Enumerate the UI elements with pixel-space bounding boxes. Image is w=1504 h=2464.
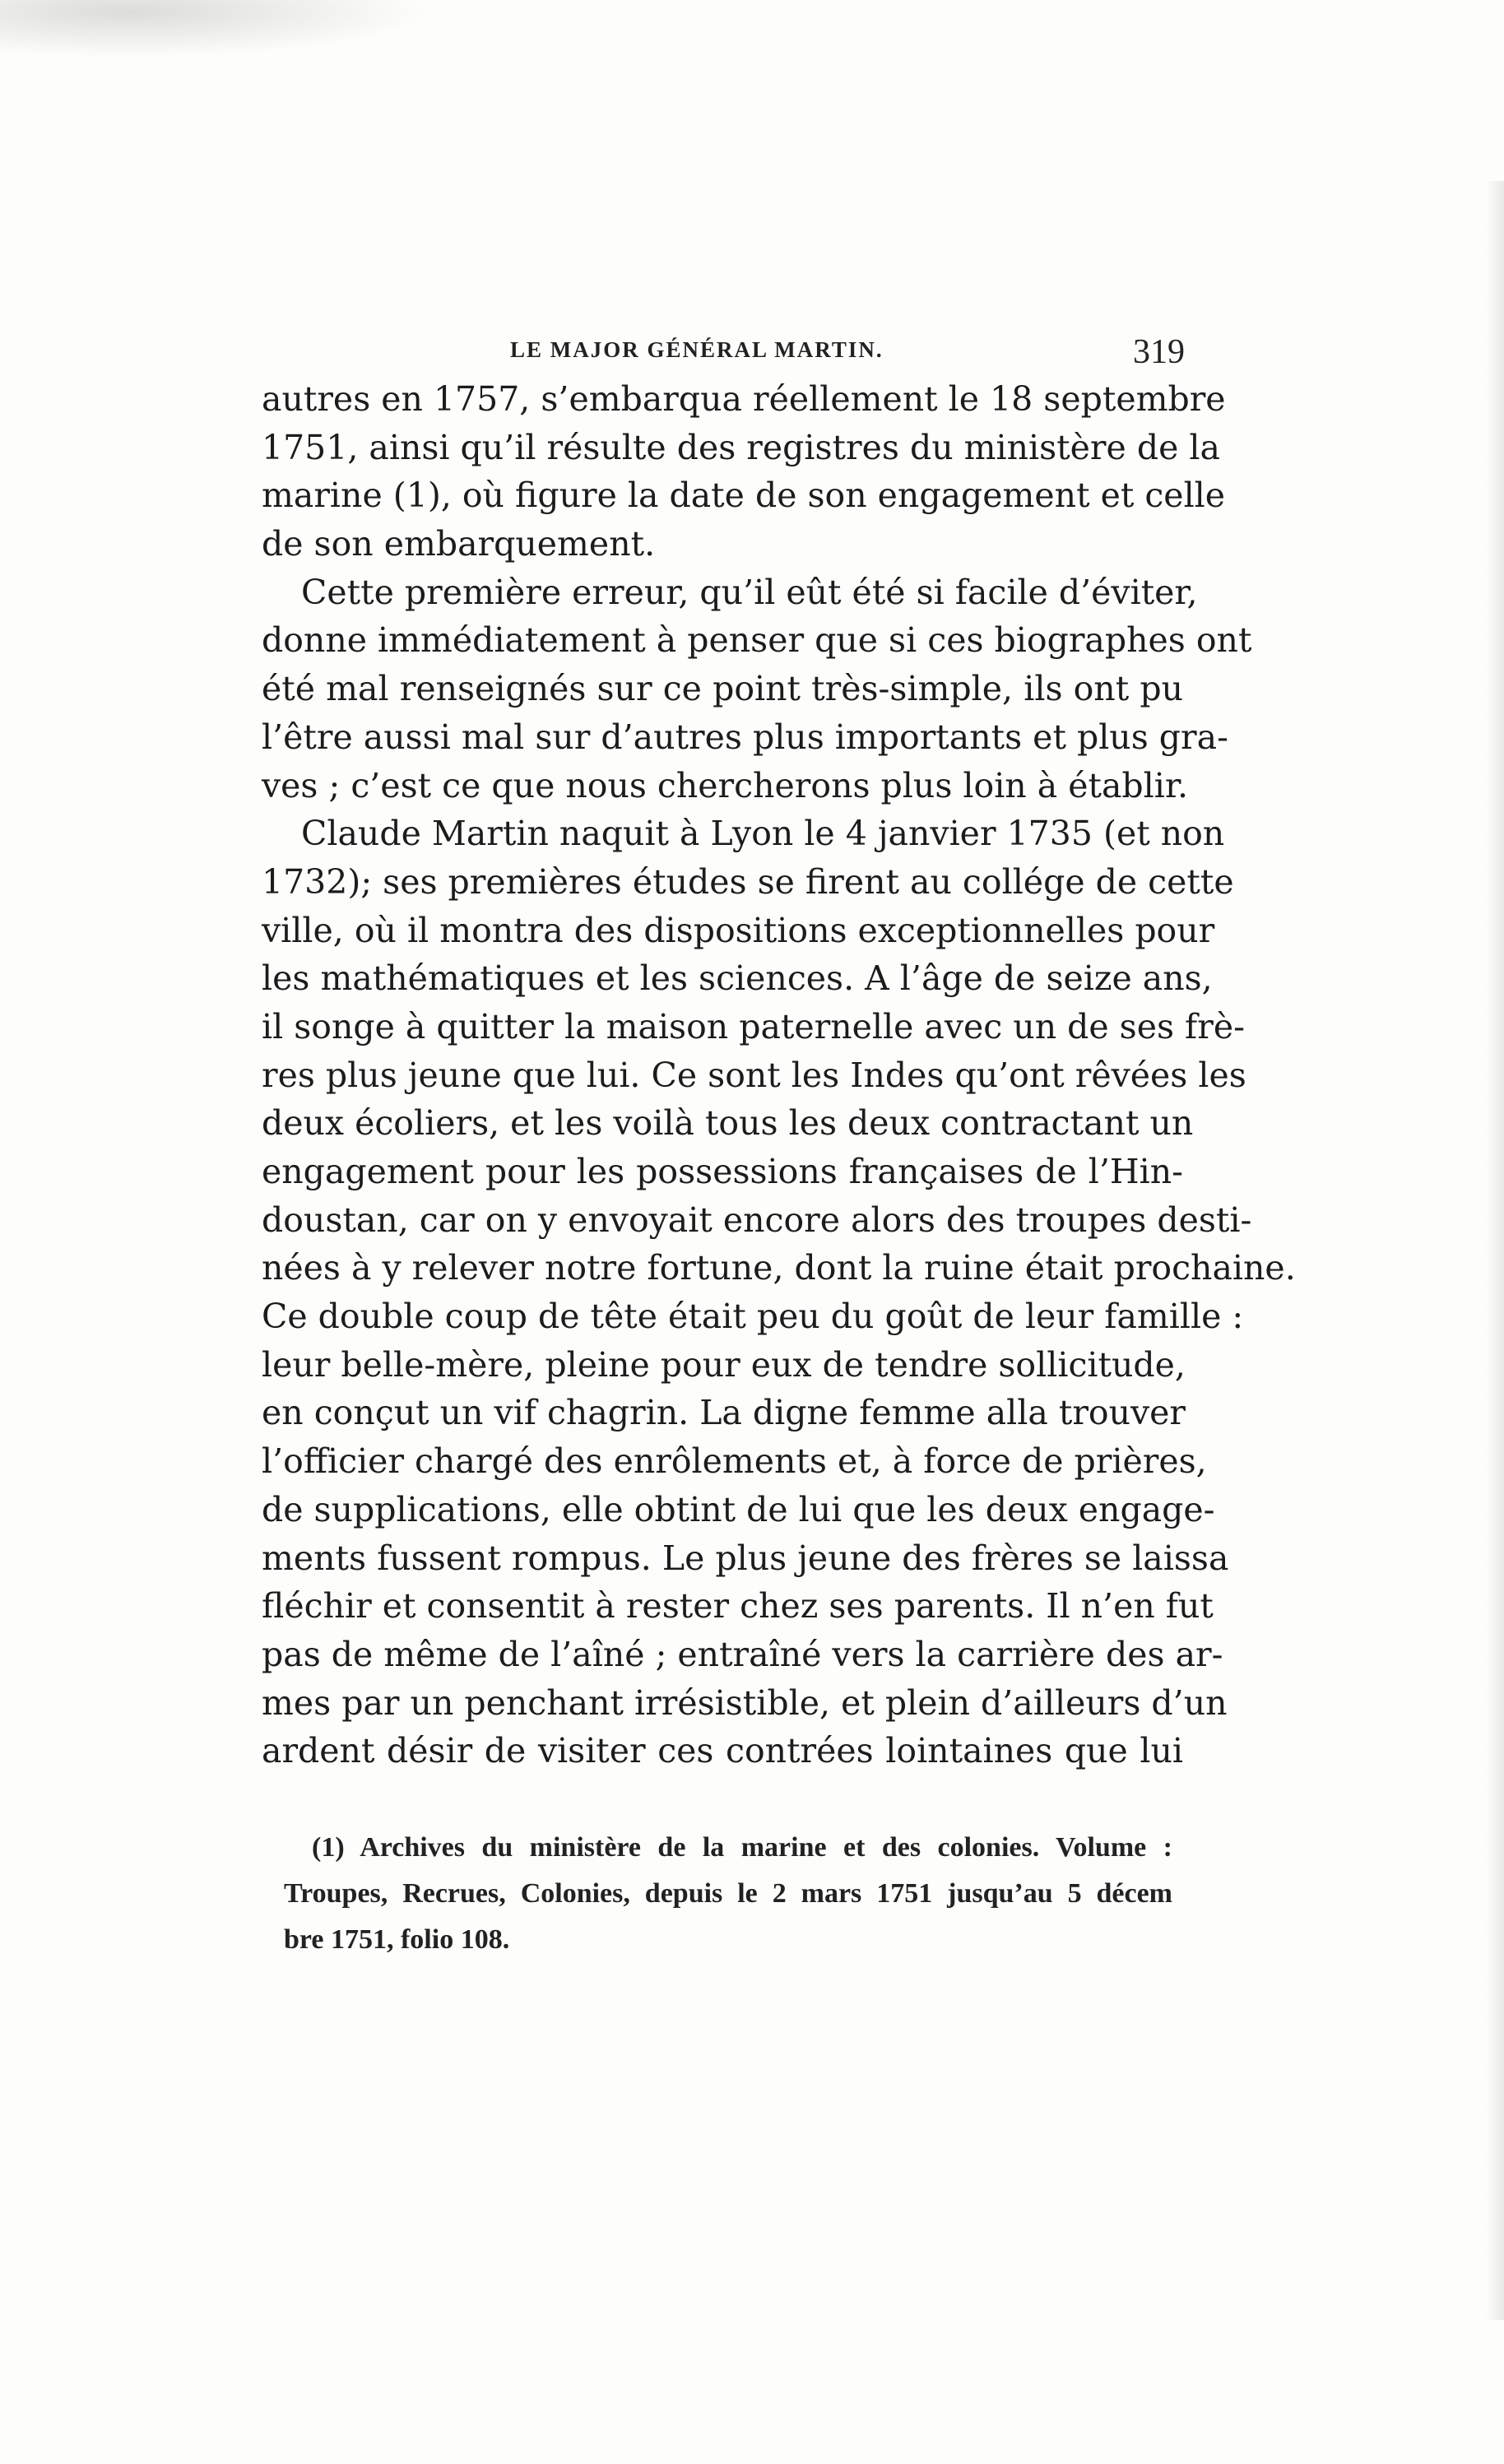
- text-line: l’officier chargé des enrôlements et, à force de prières,: [262, 1441, 1207, 1482]
- text-line: de supplications, elle obtint de lui que les deux engage-: [262, 1489, 1215, 1529]
- text-line: ments fussent rompus. Le plus jeune des frères se laissa: [262, 1538, 1229, 1578]
- text-line: ves ; c’est ce que nous chercherons plus loin à établir.: [262, 765, 1188, 805]
- running-head: LE MAJOR GÉNÉRAL MARTIN.: [510, 337, 884, 362]
- text-line: il songe à quitter la maison paternelle avec un de ses frè-: [262, 1006, 1245, 1046]
- text-line: donne immédiatement à penser que si ces biographes ont: [262, 620, 1252, 661]
- footnote-line: bre 1751, folio 108.: [284, 1924, 510, 1955]
- scan-artifact-top: [0, 0, 428, 58]
- footnote-line: Troupes, Recrues, Colonies, depuis le 2 mars 1751 jusqu’au 5 décem: [284, 1878, 1172, 1909]
- text-line: mes par un penchant irrésistible, et plein d’ailleurs d’un: [262, 1682, 1228, 1723]
- text-line: marine (1), où figure la date de son engagement et celle: [262, 476, 1226, 516]
- page-number: 319: [1133, 333, 1185, 371]
- text-line: doustan, car on y envoyait encore alors des troupes desti-: [262, 1200, 1252, 1240]
- text-line: fléchir et consentit à rester chez ses parents. Il n’en fut: [262, 1586, 1214, 1626]
- text-line: l’être aussi mal sur d’autres plus importants et plus gra-: [262, 717, 1228, 757]
- body-text: [262, 375, 1296, 1775]
- text-line: res plus jeune que lui. Ce sont les Indes qu’ont rêvées les: [262, 1055, 1246, 1095]
- text-line: nées à y relever notre fortune, dont la ruine était prochaine.: [262, 1248, 1296, 1288]
- scan-artifact-right-edge: [1486, 181, 1504, 2320]
- text-line: pas de même de l’aîné ; entraîné vers la carrière des ar-: [262, 1634, 1223, 1674]
- text-line: Claude Martin naquit à Lyon le 4 janvier 1735 (et non: [301, 814, 1225, 854]
- text-line: 1751, ainsi qu’il résulte des registres du ministère de la: [262, 427, 1220, 467]
- page-header: [510, 332, 1185, 382]
- text-line: de son embarquement.: [262, 524, 656, 564]
- text-line: 1732); ses premières études se firent au collége de cette: [262, 861, 1234, 902]
- text-line: ardent désir de visiter ces contrées lointaines que lui: [262, 1731, 1183, 1771]
- footnote-line: (1) Archives du ministère de la marine et des colonies. Volume :: [312, 1832, 1172, 1863]
- text-line: engagement pour les possessions françaises de l’Hin-: [262, 1152, 1183, 1191]
- text-line: les mathématiques et les sciences. A l’âge de seize ans,: [262, 958, 1213, 999]
- text-line: été mal renseignés sur ce point très-simple, ils ont pu: [262, 669, 1183, 709]
- text-line: deux écoliers, et les voilà tous les deux contractant un: [262, 1103, 1194, 1144]
- text-line: Cette première erreur, qu’il eût été si facile d’éviter,: [301, 572, 1198, 612]
- text-line: autres en 1757, s’embarqua réellement le 18 septembre: [262, 379, 1226, 419]
- footnote: [284, 1825, 1172, 1963]
- text-line: Ce double coup de tête était peu du goût de leur famille :: [262, 1297, 1244, 1337]
- text-line: en conçut un vif chagrin. La digne femme alla trouver: [262, 1393, 1186, 1433]
- text-line: leur belle-mère, pleine pour eux de tendre sollicitude,: [262, 1344, 1186, 1385]
- text-line: ville, où il montra des dispositions exceptionnelles pour: [262, 910, 1215, 950]
